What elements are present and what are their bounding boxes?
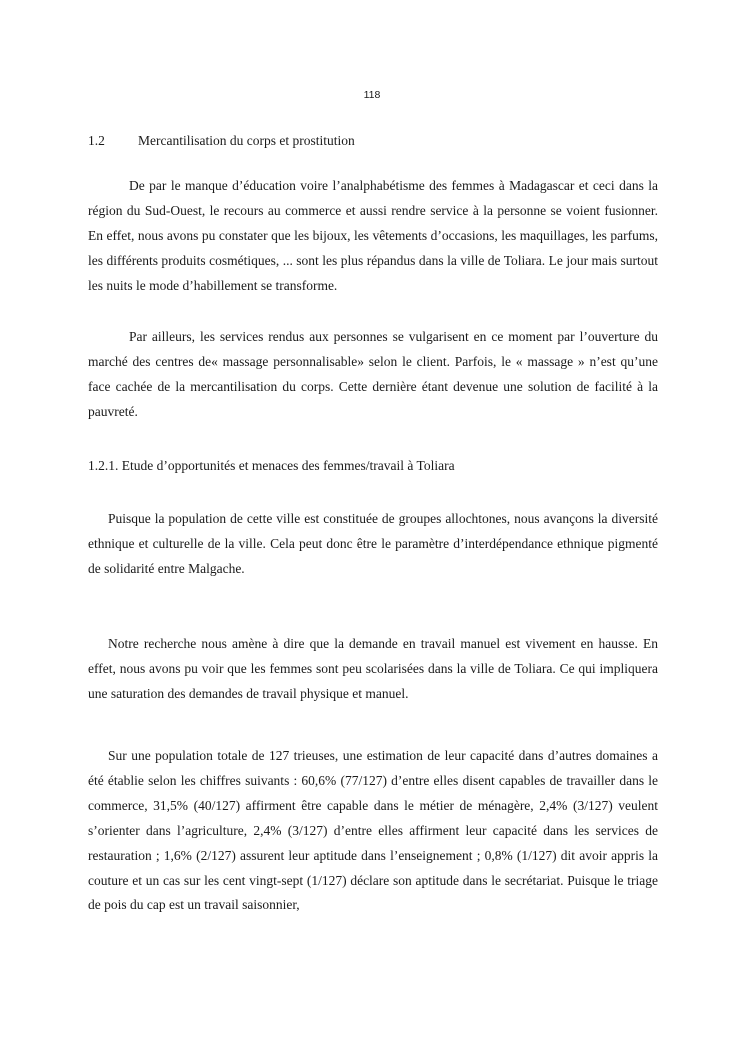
- section-title: Mercantilisation du corps et prostitution: [138, 133, 355, 148]
- paragraph-5: Sur une population totale de 127 trieuses, une estimation de leur capacité dans d’autres domaines a été établie selon les chiffres suivants : 60,6% (77/127) d’entre elles disent capables de travailler dans le commerce, 31,5% (40/127) affirment être capable dans le métier de ménagère, 2,4% (3/127) veulent s’orienter dans l’agriculture, 2,4% (3/127) d’entre elles affirment leur capacité dans les services de restauration ; 1,6% (2/127) assurent leur aptitude dans l’enseignement ; 0,8% (1/127) dit avoir appris la couture et un cas sur les cent vingt-sept (1/127) déclare son aptitude dans le secrétariat. Puisque le triage de pois du cap est un travail saisonnier,: [88, 748, 658, 913]
- paragraph-2: Par ailleurs, les services rendus aux personnes se vulgarisent en ce moment par l’ouverture du marché des centres de« massage personnalisable» selon le client. Parfois, le « massage » n’est qu’une face cachée de la mercantilisation du corps. Cette dernière étant devenue une solution de facilité à la pauvreté.: [88, 329, 658, 419]
- page-number: 118: [363, 89, 381, 101]
- subsection-heading: 1.2.1. Etude d’opportunités et menaces des femmes/travail à Toliara: [88, 458, 455, 473]
- paragraph-4: Notre recherche nous amène à dire que la demande en travail manuel est vivement en hausse. En effet, nous avons pu voir que les femmes sont peu scolarisées dans la ville de Toliara. Ce qui impliquera une saturation des demandes de travail physique et manuel.: [88, 636, 658, 701]
- paragraph-3: Puisque la population de cette ville est constituée de groupes allochtones, nous avançons la diversité ethnique et culturelle de la ville. Cela peut donc être le paramètre d’interdépendance ethnique pigmenté de solidarité entre Malgache.: [88, 511, 658, 576]
- section-heading: [88, 132, 660, 150]
- paragraph-1: De par le manque d’éducation voire l’analphabétisme des femmes à Madagascar et ceci dans la région du Sud-Ouest, le recours au commerce et aussi rendre service à la personne se voient fusionner. En effet, nous avons pu constater que les bijoux, les vêtements d’occasions, les maquillages, les parfums, les différents produits cosmétiques, ... sont les plus répandus dans la ville de Toliara. Le jour mais surtout les nuits le mode d’habillement se transforme.: [88, 178, 658, 293]
- section-number: 1.2: [88, 133, 105, 148]
